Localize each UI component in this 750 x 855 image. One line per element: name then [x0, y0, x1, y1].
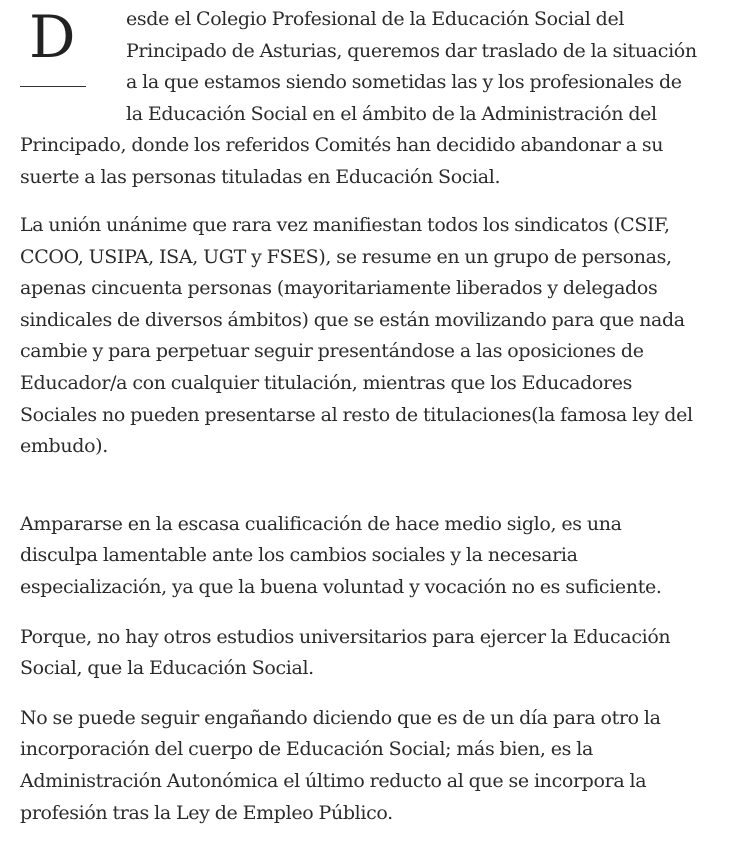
text-line: Administración Autonómica el último reducto al que se incorpora la: [20, 769, 647, 792]
text-line: Social, que la Educación Social.: [20, 657, 314, 680]
text-line: Principado, donde los referidos Comités han decidido abandonar a su: [20, 134, 664, 157]
text-line: Principado de Asturias, queremos dar traslado de la situación: [126, 39, 697, 62]
article-body: [20, 4, 732, 829]
text-line: disculpa lamentable ante los cambios sociales y la necesaria: [20, 544, 578, 567]
text-line: Sociales no pueden presentarse al resto de titulaciones(la famosa ley del: [20, 403, 693, 426]
text-line: La unión unánime que rara vez manifiestan todos los sindicatos (CSIF,: [20, 214, 670, 236]
paragraph-1-indented: [20, 4, 732, 130]
paragraph-2: [20, 210, 732, 463]
first-paragraph-block: [20, 4, 732, 192]
text-line: apenas cincuenta personas (mayoritariamente liberados y delegados: [20, 277, 658, 300]
text-line: CCOO, USIPA, ISA, UGT y FSES), se resume en un grupo de personas,: [20, 245, 672, 268]
text-line: Porque, no hay otros estudios universitarios para ejercer la Educación: [20, 625, 671, 648]
drop-cap: D: [29, 3, 76, 71]
paragraph-4: [20, 622, 732, 685]
text-line: a la que estamos siendo sometidas las y los profesionales de: [126, 71, 682, 94]
text-line: la Educación Social en el ámbito de la Administración del: [126, 102, 657, 125]
text-line: cambie y para perpetuar seguir presentándose a las oposiciones de: [20, 340, 644, 363]
text-line: Ampararse en la escasa cualificación de hace medio siglo, es una: [20, 512, 622, 535]
drop-cap-rule: [20, 86, 86, 87]
text-line: Educador/a con cualquier titulación, mientras que los Educadores: [20, 371, 633, 394]
text-line: incorporación del cuerpo de Educación Social; más bien, es la: [20, 738, 593, 761]
paragraph-3: [20, 509, 732, 604]
text-line: profesión tras la Ley de Empleo Público.: [20, 801, 393, 824]
text-line: embudo).: [20, 435, 108, 458]
text-line: suerte a las personas tituladas en Educación Social.: [20, 165, 501, 188]
text-line: No se puede seguir engañando diciendo que es de un día para otro la: [20, 706, 661, 729]
text-line: sindicales de diversos ámbitos) que se están movilizando para que nada: [20, 308, 685, 331]
paragraph-5: [20, 703, 732, 829]
text-line: especialización, ya que la buena voluntad y vocación no es suficiente.: [20, 575, 662, 598]
paragraph-1: [20, 4, 732, 194]
text-line: esde el Colegio Profesional de la Educación Social del: [126, 8, 625, 30]
